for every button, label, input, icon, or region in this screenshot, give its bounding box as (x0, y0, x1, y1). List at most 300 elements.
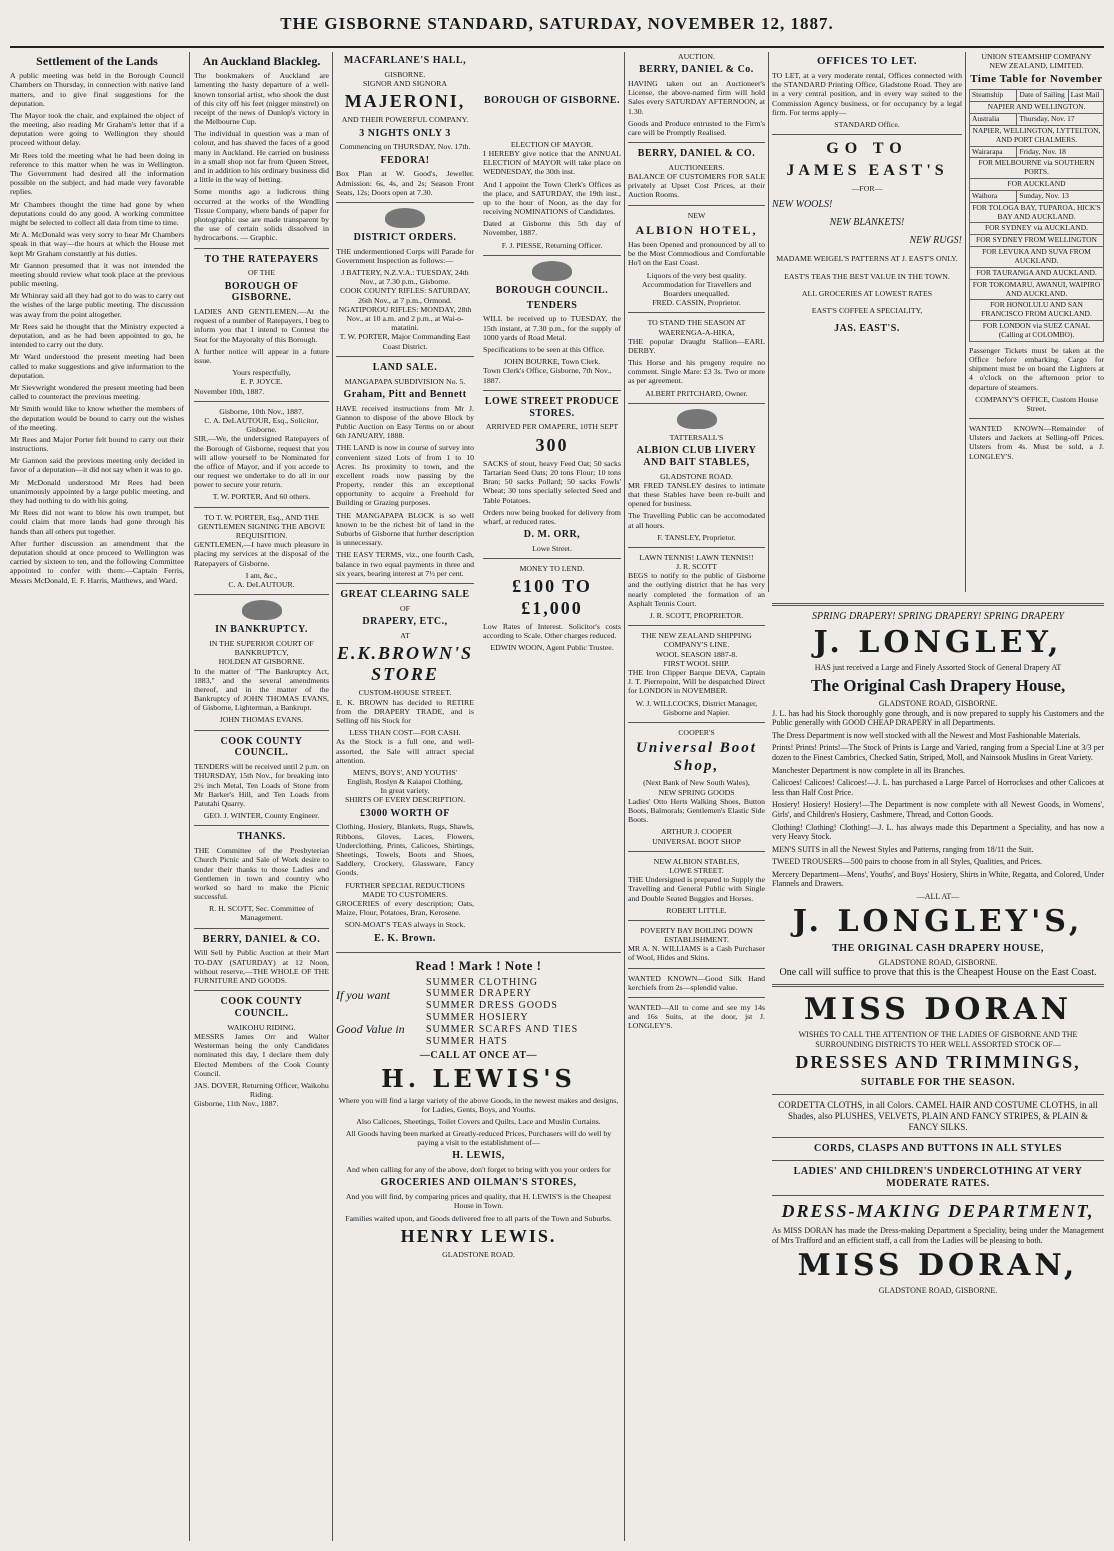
ad-title: 300 (535, 434, 569, 455)
divider (194, 594, 329, 595)
ad-heading: Read ! Mark ! Note ! (415, 958, 542, 974)
ad-text: The Dress Department is now well stocked with all the Newest and Most Fashionable Materials. (772, 730, 1081, 740)
ad-signature: ROBERT LITTLE. (666, 905, 727, 915)
divider (628, 920, 765, 921)
summer-item: SUMMER HATS (426, 1035, 508, 1047)
ad-text: Passenger Tickets must be taken at the Office before embarking. Cargo for shipment must be on board the Lighters at 4 o'clock on the afternoon prior to departure of steamers. (969, 345, 1104, 392)
ad-text: —FOR— (851, 183, 883, 193)
ad-signature: F. TANSLEY, Proprietor. (657, 532, 736, 542)
ad-heading: CORDS, CLASPS AND BUTTONS IN ALL STYLES (813, 1143, 1062, 1155)
ad-text: I am, &c., (245, 570, 278, 580)
ad-text: BALANCE OF CUSTOMERS FOR SALE privately at Upset Cost Prices, at their Auction Rooms. (628, 172, 765, 200)
ad-text: OF THE (248, 268, 275, 278)
divider (194, 401, 329, 402)
article-paragraph: Mr Whinray said all they had got to do was to carry out the wishes of the large public meeting. The discussion was away from the point altogether. (10, 291, 184, 319)
route-heading: FOR LEVUKA AND SUVA FROM AUCKLAND. (970, 247, 1104, 268)
ad-text: Liquors of the very best quality. (646, 270, 747, 280)
table-row (970, 125, 1104, 146)
ad-text: Families waited upon, and Goods delivered free to all parts of the Town and Suburbs. (345, 1213, 612, 1223)
article-paragraph: The Mayor took the chair, and explained the object of the meeting, also reading Mr Graham's letter that if a deputation were going to Wellington they should proceed without delay. (10, 110, 184, 148)
ad-heading: IN BANKRUPTCY. (215, 624, 308, 636)
ad-text: WANTED KNOWN—Remainder of Ulsters and Jackets at Selling-off Prices. Ulsters from 4s. Must be sold, a J. LONGLEY'S. (969, 424, 1104, 461)
divider (336, 356, 474, 357)
divider (628, 403, 765, 404)
ad-text: SHIRTS OF EVERY DESCRIPTION. (344, 795, 466, 805)
ad-text: Yours respectfully, (232, 368, 291, 378)
ad-title: £100 TO £1,000 (512, 576, 592, 618)
ad-text: Low Rates of Interest. Solicitor's costs according to Scale. Other charges reduced. (483, 621, 621, 640)
ad-text: FURTHER SPECIAL REDUCTIONS MADE TO CUSTOMERS. (345, 880, 465, 899)
ad-heading: LADIES' AND CHILDREN'S UNDERCLOTHING AT VERY MODERATE RATES. (793, 1166, 1083, 1190)
ad-heading: NEW ALBION STABLES, (653, 856, 740, 866)
ad-text: GROCERIES of every description; Oats, Maize, Flour, Potatoes, Bran, Kerosene. (336, 898, 474, 918)
ad-text: NEW (687, 210, 706, 220)
column-rule (624, 52, 625, 1541)
table-cell: Wairarapa (970, 146, 1017, 158)
table-header: Steamship (970, 90, 1017, 102)
ad-title: MAJERONI, (344, 91, 466, 112)
route-heading: FOR TAURANGA AND AUCKLAND. (970, 267, 1104, 279)
summer-item: SUMMER CLOTHING (426, 976, 538, 988)
ad-text: OF (400, 603, 410, 613)
divider (628, 968, 765, 969)
column-shipping (969, 52, 1104, 592)
ad-text: THE LAND is now in course of survey into convenient sized Lots of from 1 to 10 Acres. Its proximity to town, and the excellent roads now passing by the Property, render this an exceptional opportunity to acquire a Freehold for Building or Grazing purposes. (336, 443, 474, 508)
ad-text: Manchester Department is now complete in all its Branches. (772, 765, 966, 775)
ad-heading: TO THE RATEPAYERS (204, 253, 319, 265)
ad-text: UNIVERSAL BOOT SHOP (652, 836, 741, 846)
ad-text: MEN'S SUITS in all the Newest Styles and Patterns, ranging from 18/11 the Suit. (772, 844, 1034, 854)
ad-text: AT (400, 630, 410, 640)
ad-heading: LAND SALE. (372, 361, 438, 373)
ad-text: HAVE received instructions from Mr J. Gannon to dispose of the above Block by Public Auction on Easy Terms on or about 6th JANUARY, 1888. (336, 403, 474, 441)
ad-text: And I appoint the Town Clerk's Offices as the place, and SATURDAY, the 19th inst., up to the hour of Noon, as the day for receiving NOMINATIONS of Candidates. (483, 179, 621, 217)
spacer (483, 110, 621, 140)
route-heading: FOR SYDNEY FROM WELLINGTON (970, 235, 1104, 247)
ad-text: MR A. N. WILLIAMS is a Cash Purchaser of Wool, Hides and Skins. (628, 944, 765, 963)
divider (194, 507, 329, 508)
ad-text: E. K. BROWN has decided to RETIRE from the DRAPERY TRADE, and is Selling off his Stock for (336, 697, 474, 725)
divider (336, 952, 621, 953)
divider (483, 390, 621, 391)
ad-text: CUSTOM-HOUSE STREET. (358, 688, 452, 698)
ad-heading: FEDORA! (380, 154, 430, 166)
divider (194, 825, 329, 826)
ad-text: CORDETTA CLOTHS, in all Colors. CAMEL HAIR AND COSTUME CLOTHS, in all Shades, also PLUSHES, VELVETS, PLAIN AND FANCY STRIPES, & PLAIN & FANCY SILKS. (778, 1100, 1098, 1132)
divider (772, 603, 1104, 606)
ad-text: Calicoes! Calicoes! Calicoes!—J. L. has purchased a Large Parcel of Horrockses and other Calicoes at less than Half Cost Price. (772, 778, 1104, 797)
summer-block (336, 977, 621, 1048)
article-paragraph: Mr Gannon said the previous meeting only decided in favor of a deputation—it did not say when it was to go. (10, 456, 184, 475)
ad-signature: ALBERT PRITCHARD, Owner. (645, 388, 748, 398)
summer-item: SUMMER HOSIERY (426, 1012, 529, 1024)
ad-heading: COOK COUNTY COUNCIL. (220, 996, 303, 1020)
spacer (483, 52, 621, 92)
ad-text: English, Roslyn & Kaiapoi Clothing, (347, 777, 463, 787)
column-rule (189, 52, 190, 1541)
article-paragraph: Mr Chambers thought the time had gone by when deputations could do any good. A working committee might be selected to collect all data from time to time. (10, 199, 184, 227)
ad-signature: R. H. SCOTT, Sec. Committee of Management. (209, 904, 314, 923)
timetable-title: Time Table for November (970, 73, 1103, 86)
masthead (10, 8, 1104, 48)
ad-text: Where you will find a large variety of the above Goods, in the newest makes and designs, for Ladies, Gents, Boys, and Youths. (338, 1095, 619, 1114)
ad-heading: H. LEWIS, (452, 1150, 505, 1162)
ad-text: Dated at Gisborne this 5th day of November, 1887. (483, 219, 621, 238)
divider (772, 1137, 1104, 1138)
ad-text: THE MANGAPAPA BLOCK is so well known to be the richest bit of land in the Suburbs of Gisborne that further description is unnecessary. (336, 510, 474, 548)
ad-heading: HOLDEN AT GISBORNE. (218, 657, 305, 667)
ad-text: THE Iron Clipper Barque DEVA, Captain J. T. Pierrepoint, Will be despatched Direct for LONDON in NOVEMBER. (628, 667, 765, 696)
ad-heading: Graham, Pitt and Bennett (343, 388, 467, 400)
ad-text: Ladies' Otto Herts Walking Shoes, Button Boots, Balmorals; Gentlemen's Elastic Side Boots. (628, 796, 765, 825)
table-row (970, 321, 1104, 342)
ad-text: MANGAPAPA SUBDIVISION No. 5. (344, 376, 466, 386)
column-rule (332, 52, 333, 1541)
ad-heading: BERRY, DANIEL & CO. (202, 933, 321, 945)
ad-heading: IN THE SUPERIOR COURT OF BANKRUPTCY, (209, 638, 314, 658)
ad-signature: E. P. JOYCE. (240, 377, 283, 387)
ad-heading: ELECTION OF MAYOR. (510, 139, 594, 149)
ad-heading: MONEY TO LEND. (519, 564, 585, 574)
table-row (970, 90, 1104, 102)
article-paragraph: Mr Smith would like to know whether the members of the deputation would be bound to carry out the wishes of the meeting. (10, 404, 184, 432)
ad-title: DRESS-MAKING DEPARTMENT, (781, 1201, 1095, 1222)
ad-text: LOWE STREET. (669, 865, 724, 875)
ad-title: The Original Cash Drapery House, (810, 675, 1066, 695)
timetable (969, 89, 1104, 341)
ad-text: As MISS DORAN has made the Dress-making Department a Speciality, being under the Management of Mrs Trafford and an efficient staff, a call from the Ladies will be pleasing to both. (772, 1226, 1104, 1245)
ad-date: Town Clerk's Office, Gisborne, 7th Nov., 1887. (483, 366, 612, 385)
ad-heading: DRAPERY, ETC., (362, 615, 448, 627)
ad-text: MEN'S, BOYS', AND YOUTHS' (352, 767, 458, 777)
divider (483, 255, 621, 256)
table-header: Date of Sailing (1017, 90, 1068, 102)
article-paragraph: After further discussion an amendment that the deputation should at once proceed to Wellington was carried by sixteen to ten, and the following Committee appointed to confer with them:—Captain Ferris, Messrs McDonald, E. F. Harris, Matthews, and Ward. (10, 538, 184, 585)
ad-heading: NEW ZEALAND, LIMITED. (989, 61, 1084, 71)
table-row (970, 235, 1104, 247)
divider (969, 418, 1104, 419)
ad-text: GLADSTONE ROAD, GISBORNE. (878, 698, 998, 708)
ad-text: C. A. DeLAUTOUR, Esq., Solicitor, Gisborne. (204, 415, 319, 435)
ad-text: THE undermentioned Corps will Parade for Government Inspection as follows:— (336, 246, 474, 265)
ad-text: THE EASY TERMS, viz., one fourth Cash, balance in two equal payments in three and six years, bearing interest at 7½ per cent. (336, 550, 474, 578)
column-auckland (194, 52, 329, 1541)
ad-signature: JOHN THOMAS EVANS. (219, 715, 304, 725)
table-row (970, 102, 1104, 114)
article-paragraph: Mr Sievwright wondered the present meeting had been called to counteract the previous meeting. (10, 382, 184, 402)
ad-text: Also Calicoes, Sheetings, Toilet Covers and Quilts, Lace and Muslin Curtains. (356, 1116, 601, 1126)
article-paragraph: Mr McDonald understood Mr Rees had been unanimously appointed by a large public meeting, and they had nothing to do with his going. (10, 477, 184, 506)
route-heading: FOR HONOLULU AND SAN FRANCISCO FROM AUCKLAND. (970, 300, 1104, 321)
ad-text: BEGS to notify to the public of Gisborne and the outlying district that he has very nearly completed the formation of an Asphalt Tennis Court. (628, 571, 765, 608)
ad-heading: COOK COUNTY COUNCIL. (220, 735, 303, 759)
divider (772, 1195, 1104, 1196)
ad-text: (Next Bank of New South Wales), (643, 778, 750, 788)
ad-title: J. LONGLEY, (813, 625, 1063, 660)
ad-text: LESS THAN COST—FOR CASH. (349, 728, 461, 738)
longley-doran-block (772, 598, 1104, 1541)
ad-text: THE Committee of the Presbyterian Church Picnic and Sale of Work desire to tender their thanks to those Ladies and Gentlemen in town and country who worked so hard to make the Picnic successful. (194, 846, 329, 902)
divider (628, 142, 765, 143)
ad-text: ARRIVED PER OMAPERE, 10TH SEPT (485, 422, 619, 432)
table-row (970, 202, 1104, 223)
ad-text: WANTED—All to come and see my 14s and 16s Suits, at the door, jst J. LONGLEY'S. (628, 1003, 765, 1031)
ad-text: MR FRED TANSLEY desires to intimate that these Stables have been re-built and opened for business. (628, 480, 765, 509)
ad-signature: JAS. EAST'S. (834, 323, 900, 335)
column-rule (768, 52, 769, 592)
ad-text: In great variety. (380, 786, 430, 796)
ad-heading: BOROUGH OF GISBORNE. (224, 280, 299, 304)
divider (628, 997, 765, 998)
ad-signature: JAS. DOVER, Returning Officer, Waikohu Riding. (194, 1080, 329, 1100)
article-paragraph: Mr A. McDonald was very sorry to hear Mr Chambers speak in that way—the hours at which the House met kept Mr Graham constantly at his duties. (10, 230, 184, 258)
divider (628, 312, 765, 313)
ad-heading: THE NEW ZEALAND SHIPPING COMPANY'S LINE. (641, 631, 752, 650)
divider (336, 202, 474, 203)
ad-signature: J. R. SCOTT, PROPRIETOR. (649, 611, 744, 621)
ad-heading: TO T. W. PORTER, Esq., AND THE GENTLEMEN SIGNING THE ABOVE REQUISITION. (198, 512, 325, 541)
subcolumn-right (483, 52, 621, 652)
ad-text: MESSRS James Orr and Walter Westerman being the only Candidates nominated this day, I declare them duly Elected Members of the Cook County Council. (194, 1032, 329, 1078)
ad-title: Universal Boot Shop, (636, 740, 757, 774)
ad-signature: C. A. DeLAUTOUR. (228, 579, 295, 589)
ad-text: Mercery Department—Mens', Youths', and Boys' Hosiery, Shirts in White, Regatta, and Colored, Under Flannels and Drawers. (772, 869, 1104, 889)
ad-text: This Horse and his progeny require no comment. Single Mare: £3 3s. Two or more as per agreement. (628, 358, 765, 386)
ad-date: Gisborne, 10th Nov., 1887. (219, 406, 304, 416)
ad-heading: TO STAND THE SEASON AT WAERENGA-A-HIKA, (647, 318, 746, 337)
ad-title: J. LONGLEY'S, (792, 903, 1084, 939)
route-heading: NAPIER AND WELLINGTON. (970, 102, 1104, 114)
ad-heading: POVERTY BAY BOILING DOWN ESTABLISHMENT. (640, 925, 753, 945)
ad-text: WISHES TO CALL THE ATTENTION OF THE LADIES OF GISBORNE AND THE SURROUNDING DISTRICTS TO HER WELL ASSORTED STOCK OF— (798, 1030, 1078, 1049)
divider (628, 625, 765, 626)
ad-heading: UNION STEAMSHIP COMPANY (981, 52, 1092, 61)
ad-text: Clothing, Hosiery, Blankets, Rugs, Shawls, Ribbons, Gloves, Laces, Flowers, Underclothing, Prints, Calicoes, Shirtings, Sheetings, Towels, Boots and Shoes, Saddlery, Crockery, Glassware, Fancy Goods. (336, 822, 474, 878)
ad-text: AUCTIONEERS. (668, 162, 725, 172)
ad-text: SON-MOAT'S TEAS always in Stock. (344, 920, 466, 930)
ad-heading: £3000 WORTH OF (360, 807, 450, 819)
ad-heading: BERRY, DANIEL & CO. (637, 148, 756, 160)
article-paragraph: A public meeting was held in the Borough Council Chambers on Thursday, in connection with native land matters, and to give final suggestions for the deputation. (10, 71, 184, 108)
article-paragraph: Mr Rees did not want to blow his own trumpet, but could claim that more lands had gone through his hands than all others put together. (10, 508, 184, 536)
column-offices (772, 52, 962, 592)
ad-text: Accommodation for Travellers and Boarders unequalled. (641, 279, 752, 298)
ad-text: SACKS of stout, heavy Feed Oat; 50 sacks Tartarian Seed Oats; 20 tons Flour; 10 tons Bran; 50 sacks Pollard; 50 sacks Fowls' Wheat; 30 tons specially selected Seed and Table Potatoes. (483, 458, 621, 505)
route-heading: FOR TOKOMARU, AWANUI, WAIPIRO AND AUCKLAND. (970, 279, 1104, 300)
divider (194, 928, 329, 929)
article-paragraph: Mr Ward understood the present meeting had been called to make suggestions and give information to the deputation. (10, 352, 184, 380)
route-heading: NAPIER, WELLINGTON, LYTTELTON, AND PORT CHALMERS. (970, 125, 1104, 146)
royal-arms-icon (242, 600, 282, 620)
article-paragraph: Mr Rees and Major Porter felt bound to carry out their instructions. (10, 434, 184, 454)
divider (483, 558, 621, 559)
table-row (970, 247, 1104, 268)
ad-signature: F. J. PIESSE, Returning Officer. (501, 240, 603, 250)
table-header: Last Mail (1068, 90, 1103, 102)
ad-heading: TATTERSALL'S (669, 432, 724, 442)
route-heading: FOR SYDNEY via AUCKLAND. (970, 223, 1104, 235)
spacer (336, 1002, 426, 1022)
summer-label (336, 988, 426, 1036)
subcolumn-left (336, 52, 474, 947)
divider (772, 984, 1104, 987)
ad-text: GLADSTONE ROAD, GISBORNE. (878, 1286, 998, 1296)
ad-heading: 3 NIGHTS ONLY 3 (359, 127, 451, 139)
ad-heading: MACFARLANE'S HALL, (343, 55, 467, 66)
ad-text: All Goods having been marked at Greatly-reduced Prices, Purchasers will do well by paying a visit to the establishment of— (345, 1129, 612, 1148)
divider (628, 547, 765, 548)
ad-heading: THANKS. (237, 831, 286, 843)
article-paragraph: Some months ago a ludicrous thing occurred at the works of the Wendling Tissue Company, where bands of paper for photographic use are made transparent by the use of certain solids dissolved in hydrocarbons. — Graphic. (194, 187, 329, 243)
ad-text: STANDARD Office. (834, 119, 900, 129)
ad-date: Gisborne, 11th Nov., 1887. (194, 1099, 279, 1109)
masthead-title: THE GISBORNE STANDARD, SATURDAY, NOVEMBER 12, 1887. (280, 14, 834, 33)
ad-text: NEW WOOLS! (772, 199, 833, 211)
ad-text: One call will suffice to prove that this is the Cheapest House on the East Coast. (779, 967, 1097, 979)
table-row (970, 279, 1104, 300)
table-cell: Friday, Nov. 18 (1017, 146, 1104, 158)
ad-text: J BATTERY, N.Z.V.A.: TUESDAY, 24th Nov., at 7.30 p.m., Gisborne. (341, 268, 469, 287)
ad-text: EAST'S COFFEE A SPECIALITY, (811, 305, 923, 315)
ad-heading: NEW SPRING GOODS (658, 787, 735, 797)
summer-list (426, 977, 621, 1048)
ad-title: DRESSES AND TRIMMINGS, (795, 1052, 1081, 1073)
article-paragraph: Mr Rees said he thought that the Ministry expected a deputation, and as he had been appointed to go, he intended to carry out the duty. (10, 321, 184, 350)
article-heading: An Auckland Blackleg. (202, 54, 321, 68)
ad-title: GO TO (826, 140, 908, 158)
column-settlement (10, 52, 184, 1541)
divider (772, 1160, 1104, 1161)
ad-title: E.K.BROWN'S STORE (336, 642, 474, 685)
ad-text: Prints! Prints! Prints!—The Stock of Prints is Large and Varied, ranging from a Special Line at 3/3 per dozen to the Finest Cambrics, Checked Satin, Striped, Moll, and Nainsook Muslins in Great Variety. (772, 743, 1104, 762)
ad-text: NEW BLANKETS! (829, 216, 905, 228)
divider (194, 248, 329, 249)
ad-text: J. L. has had his Stock thoroughly gone through, and is now prepared to supply his Customers and the Public generally with GOOD CHEAP DRAPERY in all Departments. (772, 708, 1104, 728)
ad-text: Specifications to be seen at this Office. (483, 345, 605, 355)
ad-text: The Travelling Public can be accomodated at all hours. (628, 511, 765, 530)
crown-icon (385, 208, 425, 228)
ad-text: MADAME WEIGEL'S PATTERNS AT J. EAST'S ONLY. (776, 254, 958, 264)
ad-text: And you will find, by comparing prices and quality, that H. LEWIS'S is the Cheapest House in Town. (345, 1192, 612, 1211)
article-heading: Settlement of the Lands (36, 54, 158, 68)
ad-text: COOK COUNTY RIFLES: SATURDAY, 26th Nov., at 7 p.m., Ormond. (339, 286, 471, 305)
ad-text: ALL GROCERIES AT LOWEST RATES (801, 288, 933, 298)
ad-text: FIRST WOOL SHIP. (663, 658, 730, 668)
ad-heading: WAIKOHU RIDING. (227, 1022, 296, 1032)
route-heading: FOR LONDON via SUEZ CANAL (Calling at COLOMBO). (970, 321, 1104, 342)
summer-item: SUMMER SCARFS AND TIES (426, 1023, 579, 1035)
ad-signature: ARTHUR J. COOPER (660, 827, 733, 837)
horse-icon (677, 409, 717, 429)
column-auction (628, 52, 765, 1541)
ad-text: GLADSTONE ROAD, GISBORNE. (878, 957, 998, 967)
article-paragraph: The bookmakers of Auckland are lamenting the hasty departure of a well-known tonsorial artist, who shook the dust of this city off his feet (nigger minstrel) on receipt of the news of Dunlop's victory in the Melbourne Cup. (194, 71, 329, 127)
ad-heading: LAWN TENNIS! LAWN TENNIS!! (639, 552, 754, 562)
ad-heading: GREAT CLEARING SALE (340, 588, 470, 600)
ad-heading: COOPER'S (678, 727, 715, 737)
ad-text: Box Plan at W. Good's, Jeweller. Admission: 6s, 4s, and 2s; Season Front Seats, 12s; Doors open at 7.30. (336, 169, 474, 197)
ad-text: NGATIPOROU RIFLES: MONDAY, 28th Nov., at 10 a.m. and 2 p.m., at Wai-o-matatini. (338, 304, 472, 333)
ad-text: SIGNOR AND SIGNORA (362, 78, 448, 88)
ad-heading: AUCTION. (677, 52, 716, 61)
ad-signature: FRED. CASSIN, Proprietor. (652, 298, 741, 308)
table-row (970, 158, 1104, 179)
divider (772, 1094, 1104, 1095)
ad-text: In the matter of "The Bankruptcy Act, 1883," and the several amendments thereof, and in the matter of the Bankruptcy of JOHN THOMAS EVANS, of Gisborne, Lighterman, a Bankrupt. (194, 666, 329, 713)
ad-heading: ALBION CLUB LIVERY AND BAIT STABLES, (636, 445, 757, 468)
ad-text: GLADSTONE ROAD. (660, 471, 733, 481)
table-cell: Waihora (970, 190, 1017, 202)
ad-text: HAS just received a Large and Finely Assorted Stock of General Drapery AT (814, 663, 1062, 672)
ad-text: AND THEIR POWERFUL COMPANY. (341, 115, 469, 125)
ad-heading: TENDERS (526, 299, 578, 311)
ad-text: Hosiery! Hosiery! Hosiery!—The Department is now complete with all Newest Goods, in Womens', Girls', and Children's Hosiery, Cashmere, Thread, and Cotton Goods. (772, 800, 1104, 819)
ad-signature: COMPANY'S OFFICE, Custom House Street. (975, 394, 1098, 413)
ad-title: MISS DORAN, (797, 1248, 1079, 1284)
ad-text: NEW RUGS! (909, 234, 962, 246)
ad-text: EAST'S TEAS THE BEST VALUE IN THE TOWN. (784, 271, 950, 281)
ad-title: MISS DORAN (803, 992, 1073, 1028)
ad-text: TWEED TROUSERS—500 pairs to choose from in all Styles, Qualities, and Prices. (772, 857, 1043, 867)
ad-signature: JOHN BOURKE, Town Clerk. (503, 357, 601, 367)
ad-text: Lowe Street. (532, 543, 572, 553)
divider (628, 205, 765, 206)
summer-item: SUMMER DRESS GOODS (426, 1000, 558, 1012)
ad-signature: T. W. PORTER, Major Commanding East Coast District. (339, 332, 471, 351)
route-heading: FOR TOLOGA BAY, TUPAROA, HICK'S BAY AND AUCKLAND. (970, 202, 1104, 223)
ad-text: THE popular Draught Stallion—EARL DERBY. (628, 336, 765, 355)
ad-heading: ALBION HOTEL, (635, 222, 758, 237)
ad-signature: D. M. ORR, (523, 529, 581, 541)
table-cell: Thursday, Nov. 17 (1017, 114, 1104, 126)
ad-heading: LOWE STREET PRODUCE STORES. (484, 395, 620, 419)
route-heading: FOR MELBOURNE via SOUTHERN PORTS. (970, 158, 1104, 179)
ad-heading: BOROUGH COUNCIL. (495, 284, 609, 296)
ad-signature: HENRY LEWIS. (400, 1225, 557, 1246)
want-label: If you want (336, 987, 390, 1002)
route-heading: FOR AUCKLAND (970, 179, 1104, 191)
table-row (970, 146, 1104, 158)
ad-text: Has been Opened and pronounced by all to be the Most Commodious and Comfortable Ho'l on the East Coast. (628, 240, 765, 268)
ad-text: LADIES AND GENTLEMEN.—At the request of a number of Ratepayers, I beg to inform you that I intend to Contest the Seat for the Mayoralty of this Borough. (194, 307, 329, 344)
ad-title: H. LEWIS'S (381, 1064, 576, 1094)
ad-text: Orders now being booked for delivery from wharf, at reduced rates. (483, 507, 621, 526)
ad-text: WANTED KNOWN—Good Silk Hand kerchiefs from 2s—splendid value. (628, 973, 765, 992)
table-cell: Sunday, Nov. 13 (1017, 190, 1104, 202)
ad-text: WILL be received up to TUESDAY, the 15th instant, at 7.30 p.m., for the supply of 1000 yards of Road Metal. (483, 314, 621, 342)
ad-signature: EDWIN WOON, Agent Public Trustee. (490, 643, 614, 653)
ad-heading: GROCERIES AND OILMAN'S STORES, (380, 1177, 577, 1189)
ad-text: HAVING taken out an Auctioneer's License, the above-named firm will hold Sales every SATURDAY AFTERNOON, at 1.30. (628, 78, 765, 116)
table-row (970, 223, 1104, 235)
ad-text: —ALL AT— (916, 892, 960, 902)
ad-text: GENTLEMEN,—I have much pleasure in placing my services at the disposal of the Ratepayers of Gisborne. (194, 540, 329, 568)
ad-text: Clothing! Clothing! Clothing!—J. L. has always made this Department a Speciality, and has now a very Heavy Stock. (772, 822, 1104, 842)
ad-text: As the Stock is a full one, and well-assorted, the Sale will attract special attention. (336, 737, 474, 765)
article-paragraph: Mr Rees told the meeting what he had been doing in reference to this matter when he was in Wellington. The Government had desired all the information possible on the subject, and had made very favorable replies. (10, 150, 184, 197)
divider (194, 730, 329, 731)
ad-text: Will Sell by Public Auction at their Mart TO-DAY (SATURDAY) at 12 Noon, without reserve,—THE WHOLE OF THE FURNITURE AND GOODS. (194, 948, 329, 986)
ad-text: GISBORNE. (384, 69, 426, 79)
ad-heading: SUITABLE FOR THE SEASON. (861, 1077, 1015, 1089)
ad-date: November 10th, 1887. (194, 386, 265, 396)
ad-heading: THE ORIGINAL CASH DRAPERY HOUSE, (832, 942, 1044, 954)
table-row (970, 190, 1104, 202)
column-entertainment (336, 52, 621, 1541)
ad-text: TO LET, at a very moderate rental, Offices connected with the STANDARD Printing Office, Gladstone Road. They are in a very central position, and in every way suited to the Commission Agency business, or for occupancy by a legal firm. For terms apply— (772, 70, 962, 117)
ad-text: THE Undersigned is prepared to Supply the Travelling and General Public with Single and Double Seated Buggies and Horses. (628, 875, 765, 903)
crest-icon (532, 261, 572, 281)
